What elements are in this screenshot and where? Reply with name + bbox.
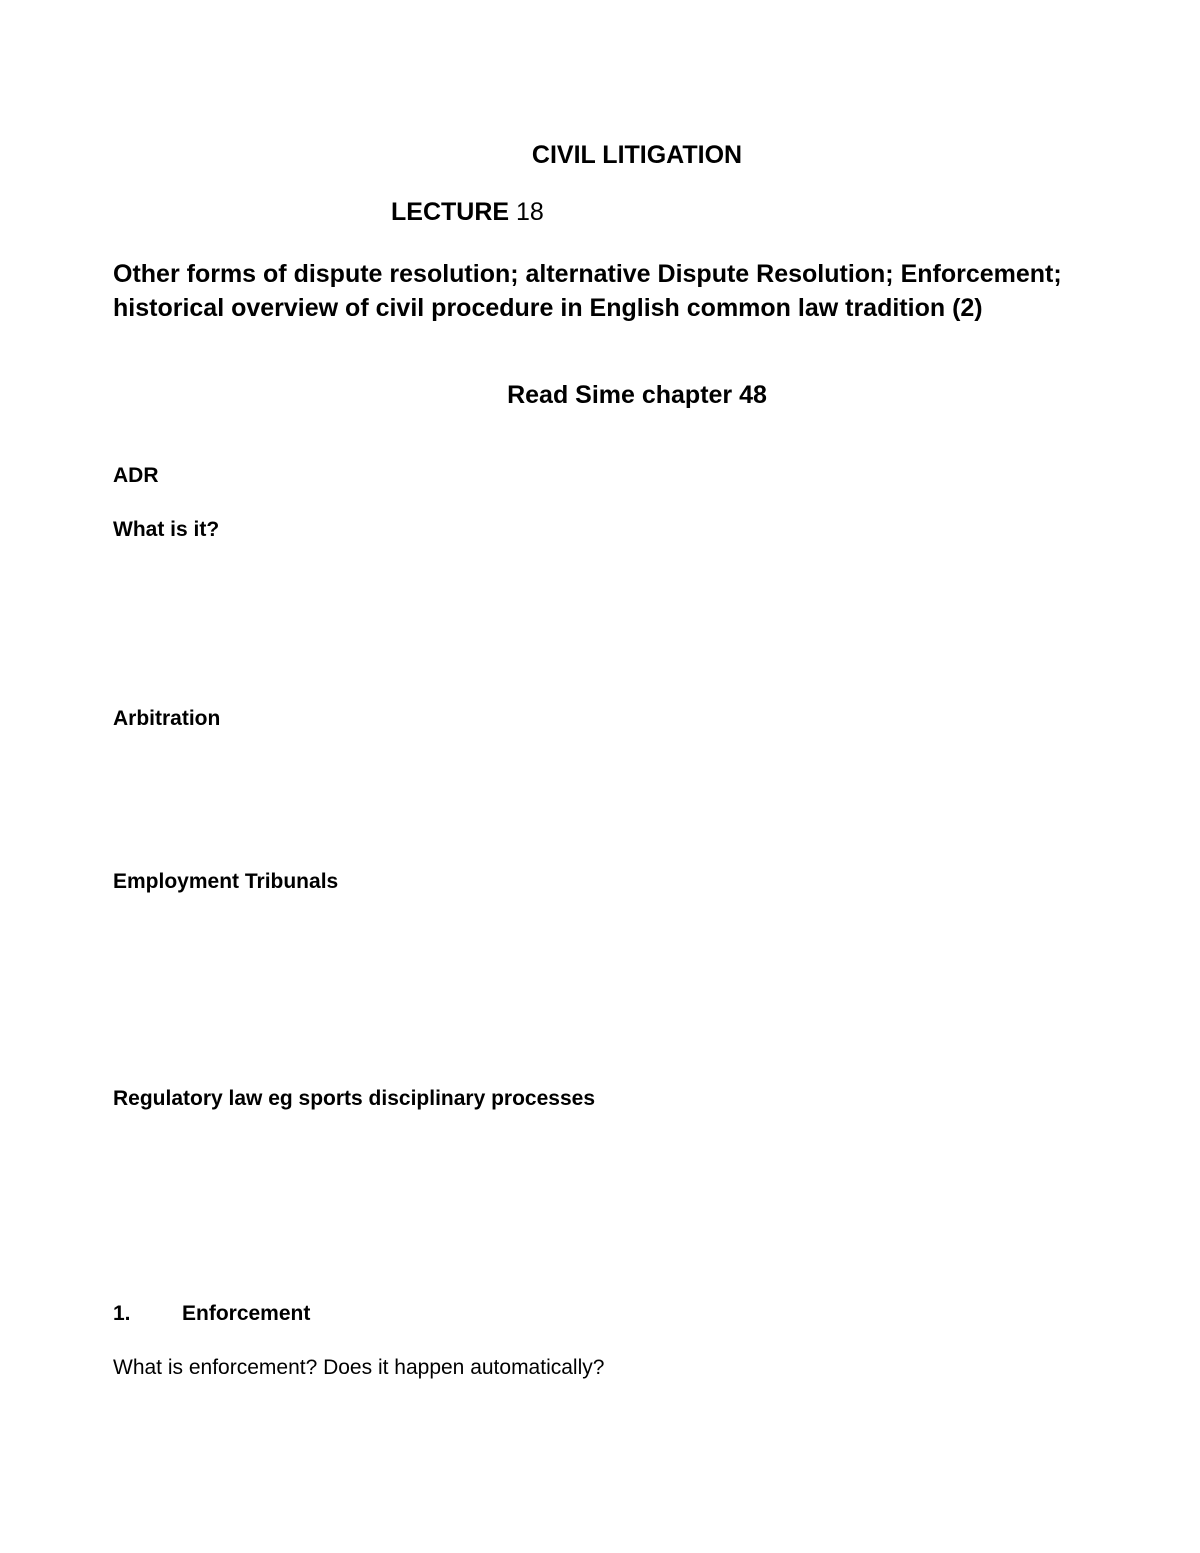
enforcement-number: 1. [113, 1302, 131, 1325]
enforcement-heading-text: Enforcement [182, 1302, 311, 1325]
lecture-subtitle-line-1: Other forms of dispute resolution; alternative Dispute Resolution; Enforcement; [113, 260, 1062, 288]
section-heading-regulatory-law: Regulatory law eg sports disciplinary processes [113, 1087, 596, 1110]
section-heading-adr: ADR [113, 464, 159, 487]
lecture-subtitle-line-2: historical overview of civil procedure in English common law tradition (2) [113, 294, 983, 322]
enforcement-heading [113, 1303, 310, 1324]
lecture-heading [391, 200, 544, 225]
lecture-number: 18 [516, 198, 544, 226]
section-heading-arbitration: Arbitration [113, 707, 221, 730]
lecture-label: LECTURE [391, 198, 510, 226]
section-question-what-is-it: What is it? [113, 518, 220, 541]
reading-assignment: Read Sime chapter 48 [507, 381, 767, 409]
section-heading-employment-tribunals: Employment Tribunals [113, 870, 339, 893]
enforcement-question: What is enforcement? Does it happen automatically? [113, 1356, 605, 1379]
document-title: CIVIL LITIGATION [531, 141, 743, 169]
